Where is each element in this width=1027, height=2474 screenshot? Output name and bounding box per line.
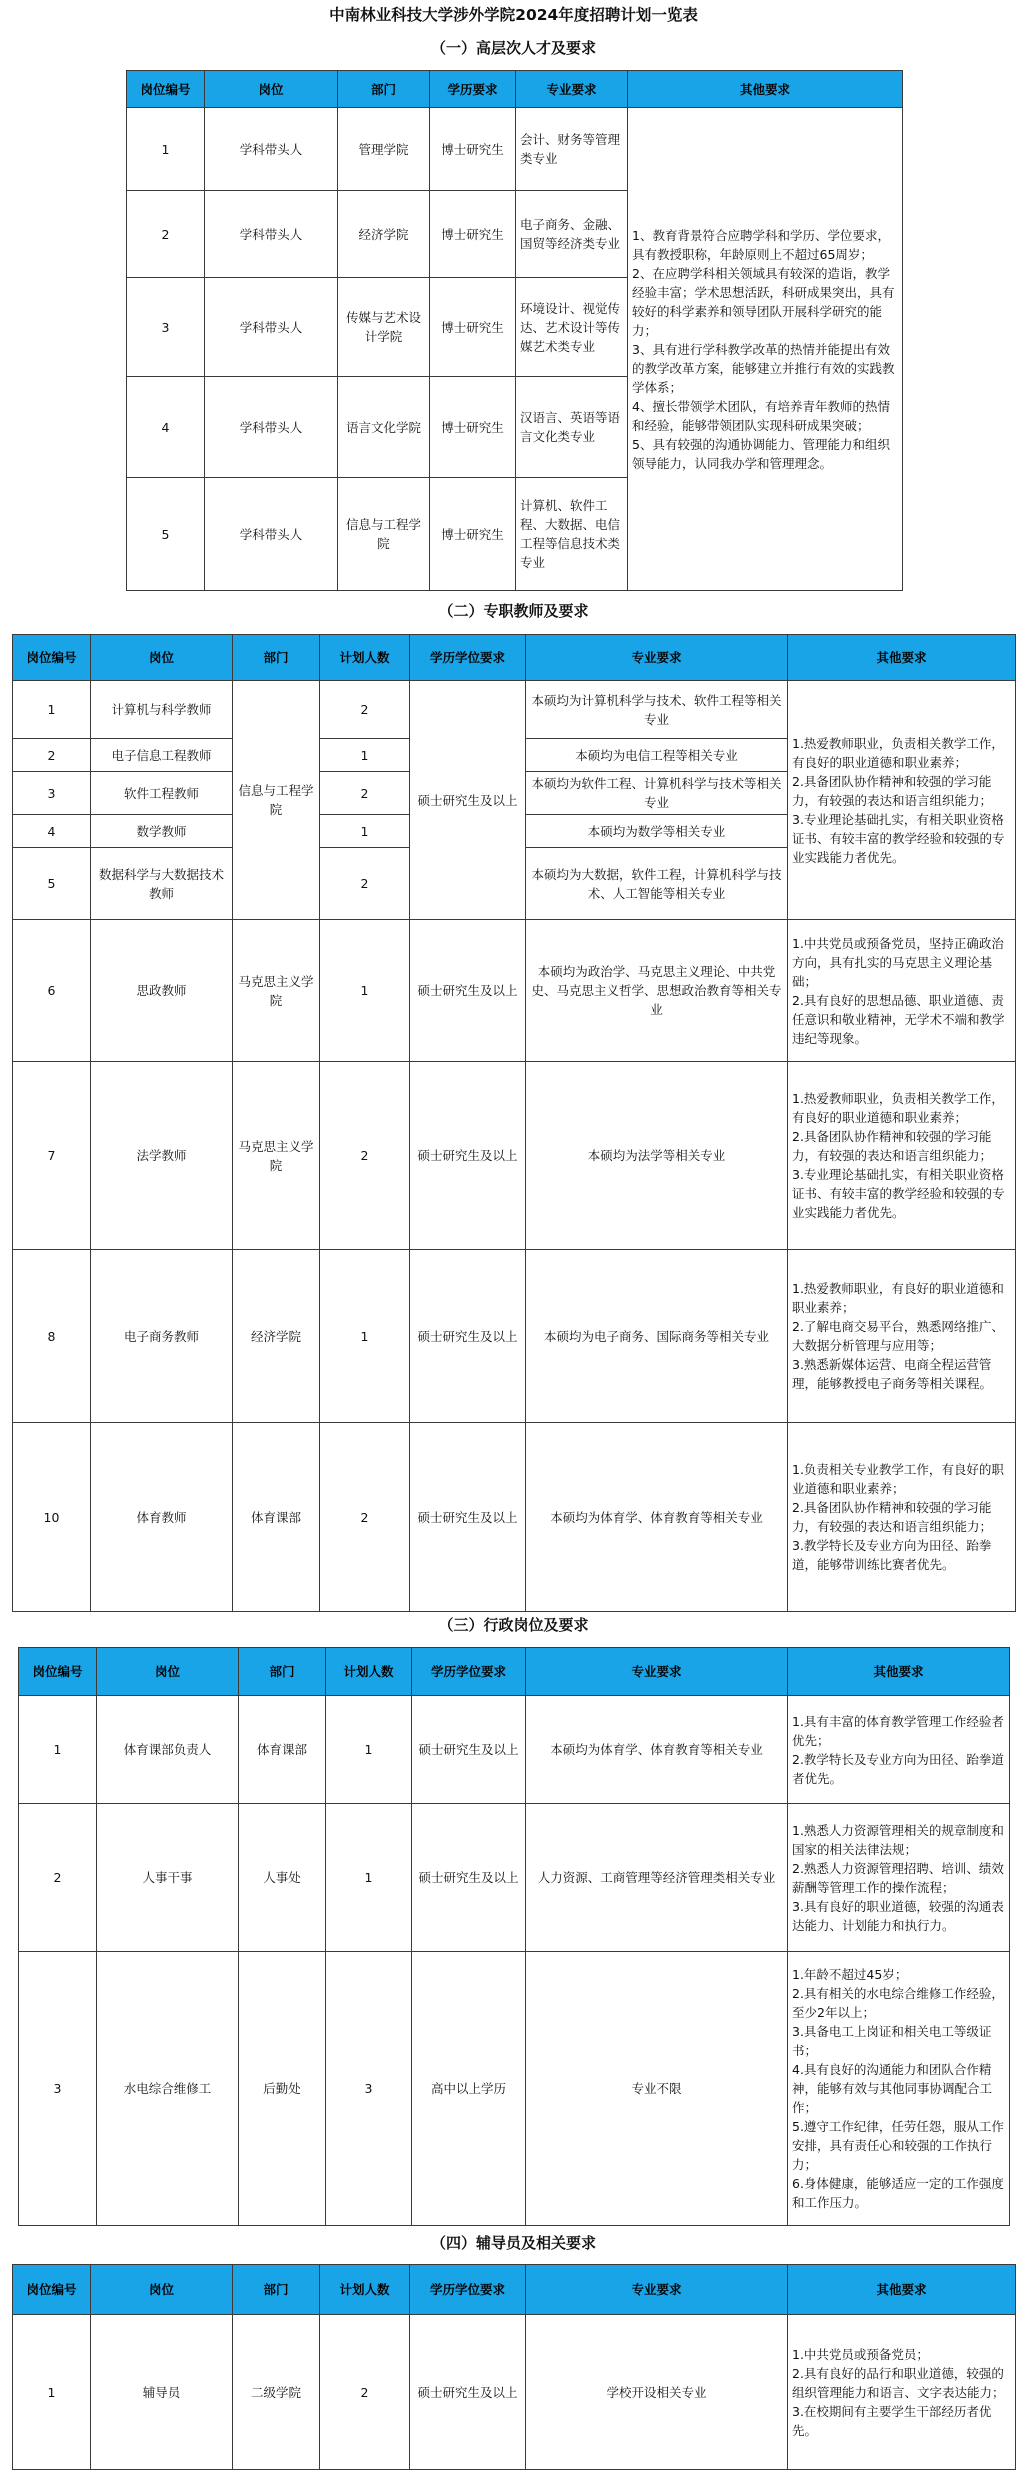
header-position: 岗位 [205,71,338,108]
table-row [13,2315,1016,2470]
cell-dept: 传媒与艺术设计学院 [338,278,430,377]
cell-major: 电子商务、金融、国贸等经济类专业 [516,191,628,278]
cell-major: 专业不限 [526,1952,788,2226]
cell-degree: 硕士研究生及以上 [410,1062,526,1250]
cell-degree: 博士研究生 [430,377,516,478]
section-title-3: （三）行政岗位及要求 [438,1616,589,1634]
section-title-4: （四）辅导员及相关要求 [430,2234,596,2252]
cell-id: 4 [13,815,91,848]
header-position: 岗位 [97,1648,239,1696]
cell-dept: 语言文化学院 [338,377,430,478]
cell-dept: 经济学院 [338,191,430,278]
cell-id: 2 [19,1804,97,1952]
cell-count: 1 [326,1696,412,1804]
cell-id: 4 [127,377,205,478]
cell-major: 本硕均为体育学、体育教育等相关专业 [526,1423,788,1612]
cell-major: 本硕均为大数据，软件工程，计算机科学与技术、人工智能等相关专业 [526,848,788,920]
cell-count: 1 [320,815,410,848]
cell-count: 1 [326,1804,412,1952]
cell-degree: 博士研究生 [430,278,516,377]
cell-major: 本硕均为法学等相关专业 [526,1062,788,1250]
cell-position: 学科带头人 [205,191,338,278]
cell-dept: 马克思主义学院 [233,1062,320,1250]
cell-dept: 信息与工程学院 [338,478,430,591]
cell-major: 计算机、软件工程、大数据、电信工程等信息技术类专业 [516,478,628,591]
header-dept: 部门 [239,1648,326,1696]
header-count: 计划人数 [320,2265,410,2315]
table-row [13,1423,1016,1612]
cell-count: 1 [320,920,410,1062]
cell-position: 辅导员 [91,2315,233,2470]
cell-count: 2 [320,1423,410,1612]
cell-position: 数学教师 [91,815,233,848]
cell-major: 本硕均为电信工程等相关专业 [526,739,788,772]
header-count: 计划人数 [320,635,410,681]
cell-id: 1 [13,681,91,739]
cell-major: 本硕均为体育学、体育教育等相关专业 [526,1696,788,1804]
cell-degree: 硕士研究生及以上 [410,681,526,920]
cell-degree: 硕士研究生及以上 [412,1696,526,1804]
cell-id: 3 [127,278,205,377]
cell-other: 1、教育背景符合应聘学科和学历、学位要求，具有教授职称，年龄原则上不超过65周岁； 2、在应聘学科相关领域具有较深的造诣，教学经验丰富；学术思想活跃，科研成果突出，具有较好的科学素养和领导团队开展科学研究的能力； 3、具有进行学科教学改革的热情并能提出有效的教学改革方案，能够建立并推行有效的实践教学体系； 4、擅长带领学术团队，有培养青年教师的热情和经验，能够带领团队实现科研成果突破； 5、具有较强的沟通协调能力、管理能力和组织领导能力，认同我办学和管理理念。 [628,108,903,591]
cell-id: 1 [19,1696,97,1804]
table-row [19,1696,1010,1804]
cell-major: 本硕均为政治学、马克思主义理论、中共党史、马克思主义哲学、思想政治教育等相关专业 [526,920,788,1062]
cell-degree: 博士研究生 [430,191,516,278]
cell-id: 6 [13,920,91,1062]
cell-id: 7 [13,1062,91,1250]
cell-count: 1 [320,739,410,772]
cell-dept: 管理学院 [338,108,430,191]
cell-other: 1.热爱教师职业，负责相关教学工作，有良好的职业道德和职业素养； 2.具备团队协作精神和较强的学习能力，有较强的表达和语言组织能力； 3.专业理论基础扎实，有相关职业资格证书、有较丰富的教学经验和较强的专业实践能力者优先。 [788,681,1016,920]
header-other: 其他要求 [628,71,903,108]
cell-count: 1 [320,1250,410,1423]
header-degree: 学历学位要求 [410,2265,526,2315]
header-dept: 部门 [233,635,320,681]
cell-position: 水电综合维修工 [97,1952,239,2226]
cell-major: 环境设计、视觉传达、艺术设计等传媒艺术类专业 [516,278,628,377]
header-id: 岗位编号 [19,1648,97,1696]
header-dept: 部门 [338,71,430,108]
cell-position: 软件工程教师 [91,772,233,815]
cell-degree: 博士研究生 [430,108,516,191]
cell-other: 1.中共党员或预备党员，坚持正确政治方向，具有扎实的马克思主义理论基础； 2.具有良好的思想品德、职业道德、责任意识和敬业精神，无学术不端和教学违纪等现象。 [788,920,1016,1062]
cell-other: 1.热爱教师职业，负责相关教学工作，有良好的职业道德和职业素养； 2.具备团队协作精神和较强的学习能力，有较强的表达和语言组织能力； 3.专业理论基础扎实，有相关职业资格证书、有较丰富的教学经验和较强的专业实践能力者优先。 [788,1062,1016,1250]
cell-id: 8 [13,1250,91,1423]
cell-degree: 硕士研究生及以上 [412,1804,526,1952]
cell-other: 1.负责相关专业教学工作，有良好的职业道德和职业素养； 2.具备团队协作精神和较强的学习能力，有较强的表达和语言组织能力； 3.教学特长及专业方向为田径、跆拳道，能够带训练比赛者优先。 [788,1423,1016,1612]
header-id: 岗位编号 [13,2265,91,2315]
cell-other: 1.具有丰富的体育教学管理工作经验者优先； 2.教学特长及专业方向为田径、跆拳道者优先。 [788,1696,1010,1804]
table-counselors [12,2264,1016,2470]
table-row [13,920,1016,1062]
cell-dept: 马克思主义学院 [233,920,320,1062]
header-other: 其他要求 [788,2265,1016,2315]
cell-position: 思政教师 [91,920,233,1062]
cell-position: 法学教师 [91,1062,233,1250]
header-position: 岗位 [91,2265,233,2315]
header-other: 其他要求 [788,635,1016,681]
cell-major: 学校开设相关专业 [526,2315,788,2470]
cell-position: 人事干事 [97,1804,239,1952]
header-id: 岗位编号 [13,635,91,681]
cell-id: 2 [127,191,205,278]
table-full-time-teachers [12,634,1016,1612]
cell-id: 1 [13,2315,91,2470]
header-major: 专业要求 [526,2265,788,2315]
cell-dept: 后勤处 [239,1952,326,2226]
cell-id: 10 [13,1423,91,1612]
cell-count: 2 [320,848,410,920]
cell-position: 电子信息工程教师 [91,739,233,772]
cell-dept: 信息与工程学院 [233,681,320,920]
cell-degree: 硕士研究生及以上 [410,920,526,1062]
table-row [19,1804,1010,1952]
cell-other: 1.年龄不超过45岁； 2.具有相关的水电综合维修工作经验，至少2年以上； 3.具备电工上岗证和相关电工等级证书； 4.具有良好的沟通能力和团队合作精神，能够有效与其他同事协调配合工作； 5.遵守工作纪律，任劳任怨，服从工作安排，具有责任心和较强的工作执行力； 6.身体健康，能够适应一定的工作强度和工作压力。 [788,1952,1010,2226]
cell-count: 2 [320,1062,410,1250]
header-degree: 学历要求 [430,71,516,108]
table-row [19,1952,1010,2226]
cell-degree: 硕士研究生及以上 [410,1250,526,1423]
cell-position: 学科带头人 [205,108,338,191]
cell-count: 3 [326,1952,412,2226]
cell-other: 1.熟悉人力资源管理相关的规章制度和国家的相关法律法规； 2.熟悉人力资源管理招聘、培训、绩效薪酬等管理工作的操作流程； 3.具有良好的职业道德，较强的沟通表达能力、计划能力和执行力。 [788,1804,1010,1952]
header-dept: 部门 [233,2265,320,2315]
cell-major: 会计、财务等管理类专业 [516,108,628,191]
section-title-2: （二）专职教师及要求 [438,602,589,620]
cell-position: 学科带头人 [205,278,338,377]
cell-id: 5 [13,848,91,920]
cell-count: 2 [320,681,410,739]
cell-position: 数据科学与大数据技术教师 [91,848,233,920]
cell-dept: 体育课部 [239,1696,326,1804]
cell-dept: 体育课部 [233,1423,320,1612]
header-degree: 学历学位要求 [410,635,526,681]
cell-dept: 经济学院 [233,1250,320,1423]
cell-degree: 硕士研究生及以上 [410,2315,526,2470]
section-title-1: （一）高层次人才及要求 [430,39,596,57]
header-degree: 学历学位要求 [412,1648,526,1696]
cell-position: 体育课部负责人 [97,1696,239,1804]
cell-major: 本硕均为软件工程、计算机科学与技术等相关专业 [526,772,788,815]
table-row [13,1062,1016,1250]
cell-id: 3 [13,772,91,815]
table-administrative [18,1647,1010,2226]
cell-id: 5 [127,478,205,591]
header-other: 其他要求 [788,1648,1010,1696]
header-position: 岗位 [91,635,233,681]
cell-dept: 二级学院 [233,2315,320,2470]
cell-major: 人力资源、工商管理等经济管理类相关专业 [526,1804,788,1952]
table-row [13,1250,1016,1423]
cell-position: 学科带头人 [205,377,338,478]
cell-id: 3 [19,1952,97,2226]
cell-position: 学科带头人 [205,478,338,591]
header-major: 专业要求 [526,635,788,681]
cell-major: 本硕均为数学等相关专业 [526,815,788,848]
header-major: 专业要求 [526,1648,788,1696]
table-row [13,681,1016,739]
table-row [127,108,903,191]
header-id: 岗位编号 [127,71,205,108]
cell-dept: 人事处 [239,1804,326,1952]
cell-major: 汉语言、英语等语言文化类专业 [516,377,628,478]
cell-position: 体育教师 [91,1423,233,1612]
table-high-level-talent [126,70,903,591]
page-title: 中南林业科技大学涉外学院2024年度招聘计划一览表 [329,6,698,24]
cell-major: 本硕均为计算机科学与技术、软件工程等相关专业 [526,681,788,739]
header-count: 计划人数 [326,1648,412,1696]
cell-other: 1.中共党员或预备党员； 2.具有良好的品行和职业道德，较强的组织管理能力和语言、文字表达能力； 3.在校期间有主要学生干部经历者优先。 [788,2315,1016,2470]
cell-degree: 博士研究生 [430,478,516,591]
cell-id: 2 [13,739,91,772]
cell-degree: 硕士研究生及以上 [410,1423,526,1612]
cell-count: 2 [320,772,410,815]
cell-count: 2 [320,2315,410,2470]
cell-position: 电子商务教师 [91,1250,233,1423]
cell-id: 1 [127,108,205,191]
cell-other: 1.热爱教师职业，有良好的职业道德和职业素养； 2.了解电商交易平台，熟悉网络推广、大数据分析管理与应用等； 3.熟悉新媒体运营、电商全程运营管理，能够教授电子商务等相关课程。 [788,1250,1016,1423]
cell-degree: 高中以上学历 [412,1952,526,2226]
cell-major: 本硕均为电子商务、国际商务等相关专业 [526,1250,788,1423]
cell-position: 计算机与科学教师 [91,681,233,739]
header-major: 专业要求 [516,71,628,108]
